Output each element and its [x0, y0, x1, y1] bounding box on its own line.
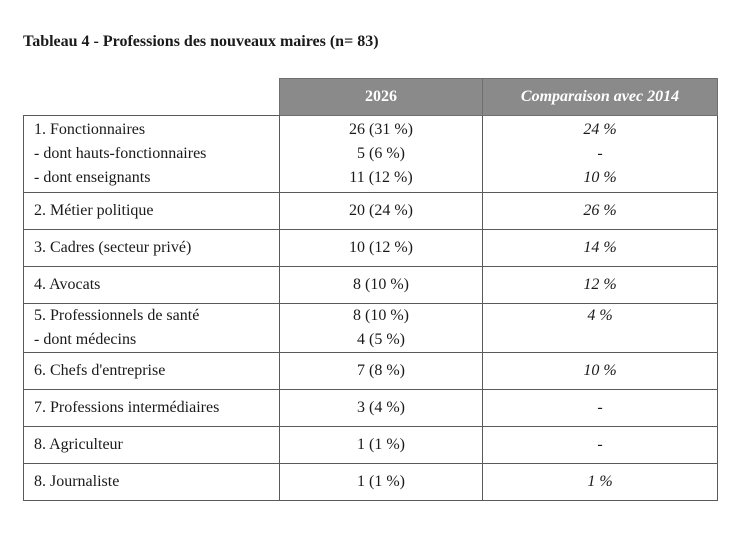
header-blank: [24, 79, 280, 116]
row-comparison: [493, 328, 707, 352]
row-label-cell: [24, 304, 280, 353]
table-row: [24, 230, 718, 267]
row-comparison: 26 %: [583, 202, 617, 219]
row-label: 7. Professions intermédiaires: [34, 399, 220, 416]
row-value-cell: [280, 304, 483, 353]
table-row: [24, 116, 718, 193]
row-value: 8 (10 %): [353, 307, 409, 324]
row-value: 5 (6 %): [357, 145, 405, 162]
row-value: 3 (4 %): [357, 399, 405, 416]
table-row: [24, 193, 718, 230]
row-comparison: 4 %: [587, 307, 613, 324]
row-comparison-cell: [483, 116, 718, 193]
professions-table: [23, 78, 718, 501]
row-comparison-cell: [483, 390, 718, 427]
row-label-cell: [24, 353, 280, 390]
row-value: 1 (1 %): [357, 473, 405, 490]
row-value: 20 (24 %): [349, 202, 413, 219]
row-comparison: -: [597, 436, 603, 453]
row-label: 2. Métier politique: [34, 202, 154, 219]
row-comparison: -: [597, 399, 603, 416]
table-row: [24, 427, 718, 464]
row-comparison: 24 %: [583, 121, 617, 138]
table-row: [24, 304, 718, 353]
row-label: 8. Journaliste: [34, 473, 120, 490]
table-header-row: [24, 79, 718, 116]
row-label-cell: [24, 267, 280, 304]
row-comparison-cell: [483, 464, 718, 501]
row-comparison: -: [597, 145, 603, 162]
row-label: 4. Avocats: [34, 276, 101, 293]
row-comparison: 12 %: [583, 276, 617, 293]
row-comparison-cell: [483, 193, 718, 230]
row-value: 26 (31 %): [349, 121, 413, 138]
row-value: 10 (12 %): [349, 239, 413, 256]
row-label: - dont médecins: [34, 331, 137, 348]
row-label-cell: [24, 116, 280, 193]
row-value: 1 (1 %): [357, 436, 405, 453]
row-value: 8 (10 %): [353, 276, 409, 293]
row-comparison-cell: [483, 230, 718, 267]
table-row: [24, 353, 718, 390]
row-comparison-cell: [483, 267, 718, 304]
row-label: 3. Cadres (secteur privé): [34, 239, 192, 256]
row-value-cell: [280, 267, 483, 304]
row-label-cell: [24, 427, 280, 464]
row-value-cell: [280, 390, 483, 427]
row-comparison: 10 %: [583, 362, 617, 379]
row-label: - dont enseignants: [34, 169, 151, 186]
row-label: 5. Professionnels de santé: [34, 307, 200, 324]
row-comparison-cell: [483, 304, 718, 353]
row-value-cell: [280, 230, 483, 267]
header-comparison: Comparaison avec 2014: [483, 79, 718, 116]
row-value-cell: [280, 353, 483, 390]
table-row: [24, 267, 718, 304]
row-label: 1. Fonctionnaires: [34, 121, 146, 138]
row-comparison: 14 %: [583, 239, 617, 256]
row-label-cell: [24, 390, 280, 427]
row-value: 11 (12 %): [349, 169, 413, 186]
row-value: 4 (5 %): [357, 331, 405, 348]
row-comparison-cell: [483, 427, 718, 464]
row-comparison: 1 %: [587, 473, 613, 490]
row-label: - dont hauts-fonctionnaires: [34, 145, 207, 162]
row-value-cell: [280, 193, 483, 230]
row-value-cell: [280, 116, 483, 193]
table-row: [24, 464, 718, 501]
header-year: 2026: [280, 79, 483, 116]
row-label: 6. Chefs d'entreprise: [34, 362, 166, 379]
row-label-cell: [24, 464, 280, 501]
row-value-cell: [280, 464, 483, 501]
row-comparison: 10 %: [583, 169, 617, 186]
row-value-cell: [280, 427, 483, 464]
row-comparison-cell: [483, 353, 718, 390]
table-row: [24, 390, 718, 427]
row-label-cell: [24, 193, 280, 230]
row-label: 8. Agriculteur: [34, 436, 123, 453]
table-title: Tableau 4 - Professions des nouveaux maires (n= 83): [23, 33, 379, 50]
row-value: 7 (8 %): [357, 362, 405, 379]
row-label-cell: [24, 230, 280, 267]
